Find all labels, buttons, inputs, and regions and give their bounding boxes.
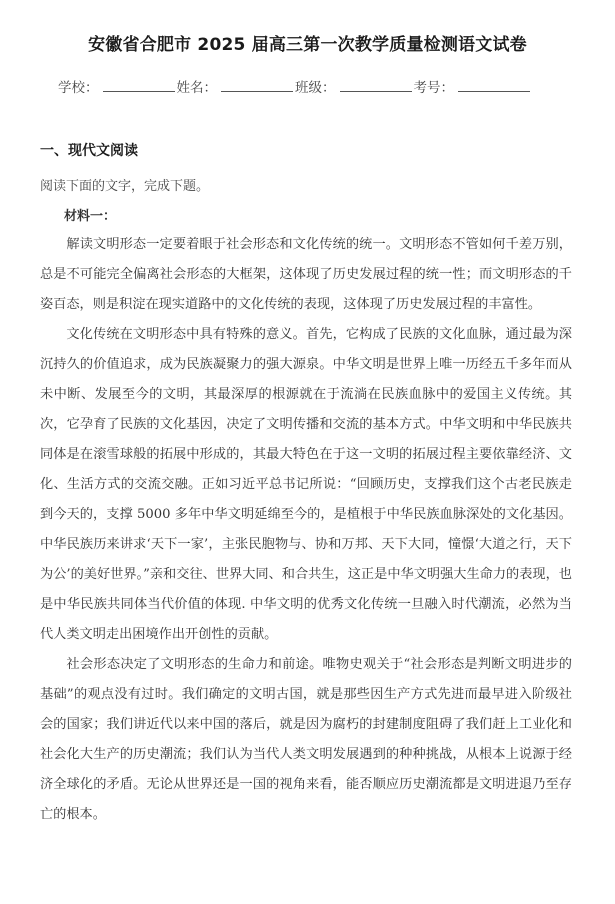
name-label: 姓名： [176, 80, 217, 96]
class-label: 班级： [295, 80, 336, 96]
exam-number-label: 考号： [413, 80, 454, 96]
exam-title: 安徽省合肥市 2025 届高三第一次教学质量检测语文试卷 [88, 35, 527, 55]
reading-instruction: 阅读下面的文字，完成下题。 [40, 179, 210, 194]
paragraph: 文化传统在文明形态中具有特殊的意义。首先，它构成了民族的文化血脉，通过最为深沉持久的价值追求，成为民族凝聚力的强大源泉。中华文明是世界上唯一历经五千多年而从未中断、发展至今的文明，其最深厚的根源就在于流淌在民族血脉中的爱国主义传统。其次，它孕育了民族的文化基因，决定了文明传播和交流的基本方式。中华文明和中华民族共同体是在滚雪球般的拓展中形成的，其最大特色在于这一文明的拓展过程主要依靠经济、文化、生活方式的交流交融。正如习近平总书记所说：“回顾历史，支撑我们这个古老民族走到今天的，支撑 5000 多年中华文明延绵至今的，是植根于中华民族血脉深处的文化基因。中华民族历来讲求‘天下一家’，主张民胞物与、协和万邦、天下大同，憧憬‘大道之行，天下为公’的美好世界。”亲和交往、世界大同、和合共生，这正是中华文明强大生命力的表现，也是中华民族共同体当代价值的体现. 中华文明的优秀文化传统一旦融入时代潮流，必然为当代人类文明走出困境作出开创性的贡献。 [40, 327, 572, 642]
school-blank [103, 77, 175, 92]
name-field [177, 76, 296, 96]
name-blank [221, 77, 293, 92]
school-label: 学校： [58, 80, 99, 96]
paragraph: 社会形态决定了文明形态的生命力和前途。唯物史观关于“社会形态是判断文明进步的基础”的观点没有过时。我们确定的文明古国，就是那些因生产方式先进而最早进入阶级社会的国家；我们讲近代以来中国的落后，就是因为腐朽的封建制度阻碍了我们赶上工业化和社会化大生产的历史潮流；我们认为当代人类文明发展遇到的种种挑战，从根本上说源于经济全球化的矛盾。无论从世界还是一国的视角来看，能否顺应历史潮流都是文明进退乃至存亡的根本。 [40, 657, 572, 822]
class-field [295, 76, 414, 96]
passage-body [40, 230, 572, 830]
school-field [58, 76, 177, 96]
paragraph: 解读文明形态一定要着眼于社会形态和文化传统的统一。文明形态不管如何千差万别，总是不可能完全偏离社会形态的大框架，这体现了历史发展过程的统一性；而文明形态的千姿百态，则是积淀在现实道路中的文化传统的表现，这体现了历史发展过程的丰富性。 [40, 237, 572, 312]
material-label: 材料一： [64, 209, 117, 224]
exam-number-field [414, 76, 533, 96]
section-heading: 一、现代文阅读 [40, 143, 138, 159]
student-info-row [58, 76, 578, 96]
exam-number-blank [458, 77, 530, 92]
class-blank [340, 77, 412, 92]
